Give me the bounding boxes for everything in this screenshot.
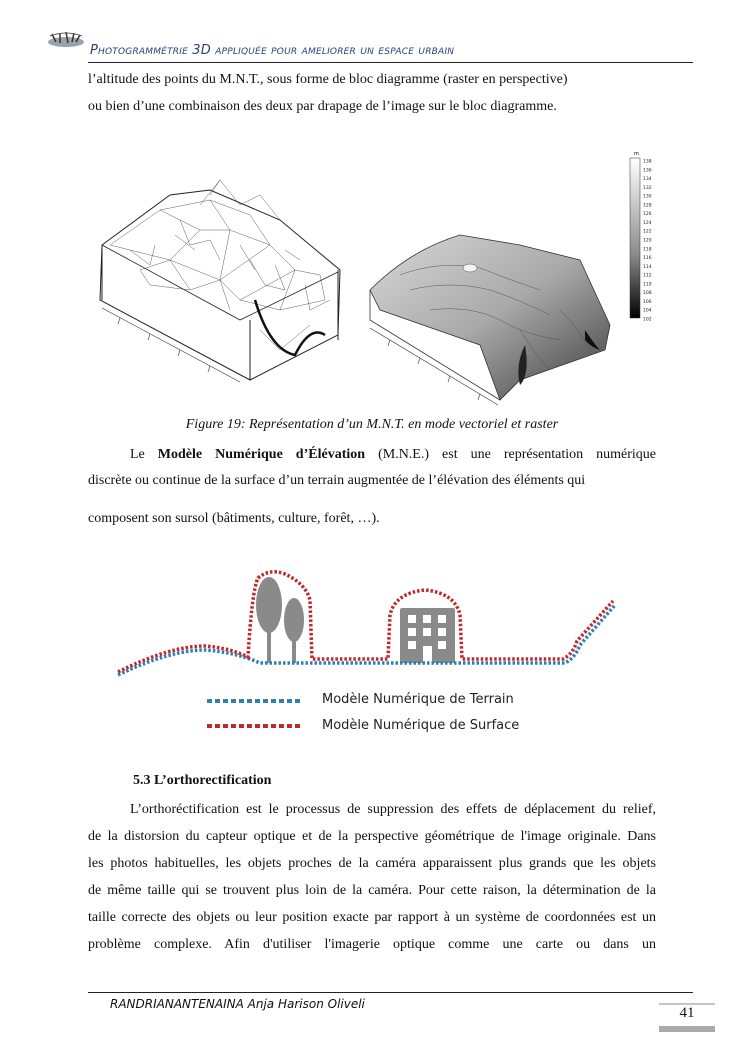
building-icon [400,608,455,663]
colorbar-tick: 118 [643,247,652,253]
mne-rest: (M.N.E.) est une représentation numérique [378,447,657,462]
colorbar-tick: 136 [643,168,652,174]
colorbar-tick: 138 [643,159,652,165]
section-line-5: taille correcte des objets ou leur position exacte par rapport à un système de coordonnées est un [88,910,656,925]
mns-line [118,572,613,672]
colorbar-tick: 110 [643,282,652,288]
dtm-vector-block [100,180,340,382]
colorbar-tick: 128 [643,203,652,209]
mne-le: Le [130,447,145,462]
dtm-raster-block [370,151,652,405]
header-divider [88,62,693,63]
figure-dtm-vector-raster [80,150,660,410]
colorbar-tick: 132 [643,185,652,191]
colorbar-unit: m [634,151,639,157]
colorbar-tick: 108 [643,291,652,297]
figure-mnt-mns [110,560,625,685]
intro-line-1: l’altitude des points du M.N.T., sous forme de bloc diagramme (raster en perspective) [88,72,568,87]
section-line-3: les photos habituelles, les objets proches de la caméra apparaissent plus grands que les objets [88,856,656,871]
colorbar-tick: 126 [643,212,652,218]
legend-lines [205,695,305,735]
mnt-line [118,605,615,675]
trees-icon [256,577,304,663]
colorbar-tick: 120 [643,238,652,244]
footer-author: RANDRIANANTENAINA Anja Harison Oliveli [110,997,365,1011]
colorbar-tick: 106 [643,299,652,305]
legend-mnt-label: Modèle Numérique de Terrain [322,692,514,707]
legend-mns-label: Modèle Numérique de Surface [322,718,520,733]
colorbar-tick: 104 [643,308,652,314]
university-logo [46,30,86,50]
elevation-colorbar [630,151,652,323]
colorbar-tick: 134 [643,177,652,183]
mne-line-3: composent son sursol (bâtiments, culture, forêt, …). [88,511,380,526]
mne-line-1 [88,441,656,468]
colorbar-tick: 114 [643,264,652,270]
colorbar-tick: 102 [643,317,652,323]
section-line-1: L’orthoréctification est le processus de suppression des effets de déplacement du relief, [130,802,656,817]
section-line-4: de même taille qui se trouvent plus loin de la caméra. Pour cette raison, la détermination de la [88,883,656,898]
section-line-2: de la distorsion du capteur optique et de la perspective géométrique de l'image originale. Dans [88,829,656,844]
colorbar-tick: 130 [643,194,652,200]
colorbar-tick: 122 [643,229,652,235]
colorbar-tick: 124 [643,220,652,226]
page-number: 41 [679,1005,695,1021]
intro-line-2: ou bien d’une combinaison des deux par drapage de l’image sur le bloc diagramme. [88,99,557,114]
footer-divider [88,992,693,993]
mne-line-2: discrète ou continue de la surface d’un terrain augmentée de l’élévation des éléments qui [88,473,586,488]
figure-19-caption: Figure 19: Représentation d’un M.N.T. en mode vectoriel et raster [185,417,559,432]
colorbar-tick: 112 [643,273,652,279]
mne-term: Modèle Numérique d’Élévation [157,447,366,462]
colorbar-tick: 116 [643,256,652,262]
section-title: 5.3 L’orthorectification [133,773,272,788]
section-line-6: problème complexe. Afin d'utiliser l'imagerie optique comme une carte ou dans un [88,937,656,952]
header-title: Photogrammétrie 3D appliquée pour ameliorer un espace urbain [90,43,455,58]
